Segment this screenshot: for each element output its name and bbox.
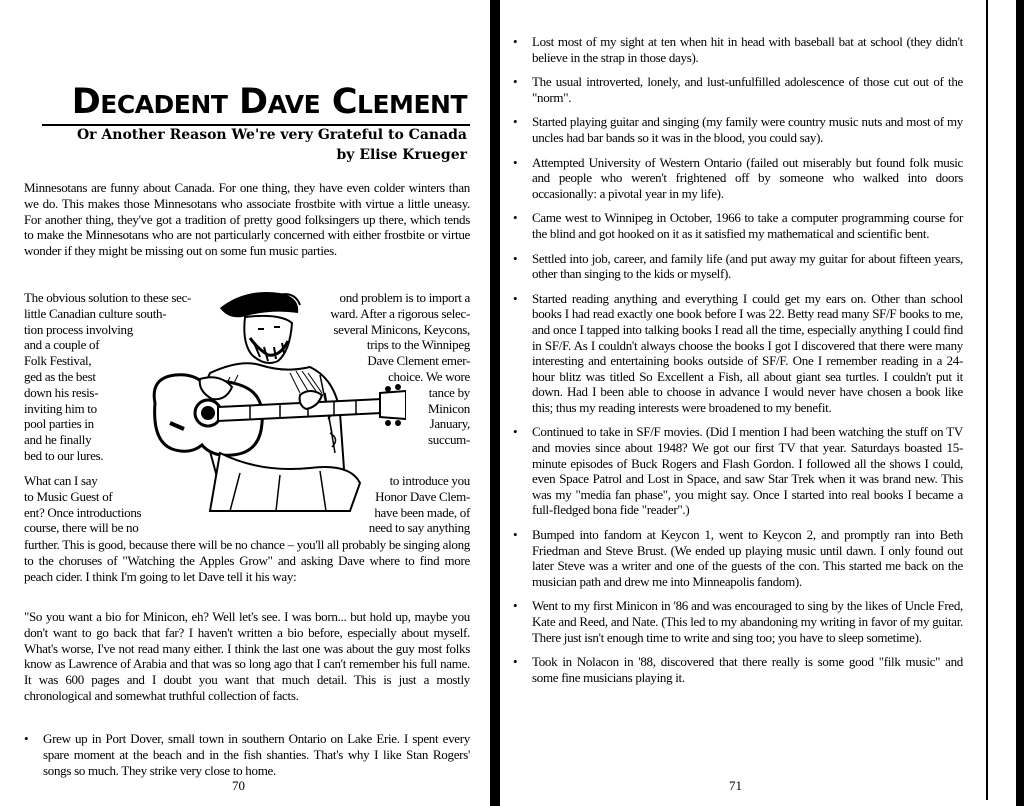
bullet-dot: • xyxy=(24,731,29,746)
bullet-dot: • xyxy=(513,250,518,266)
text-line: January, xyxy=(429,416,470,432)
text-line: Dave Clement emer- xyxy=(367,353,470,369)
text-line: Minicon xyxy=(428,400,470,416)
bullet-item xyxy=(509,598,963,645)
guitarist-illustration xyxy=(150,283,406,513)
text-line: pool parties in xyxy=(24,416,94,432)
article-title: Decadent Dave Clement xyxy=(71,82,467,122)
title-rule xyxy=(42,124,470,126)
text-line: choice. We wore xyxy=(388,368,470,384)
text-line: trips to the Winnipeg xyxy=(366,337,470,353)
bullet-text: Started reading anything and everything I could get my ears on. Other than school books I had read exactly one book before I was 22. Betty read many SF/F books to me, and once I tapped into talking books I read all the time, especially anything I could find in SF/F. As I couldn't always choose the books I got I discovered that there were many interesting and entertaining books outside of SF/F. One I remember reading in a 24-hour blitz was titled So Excellent a Fish, all about giant sea turtles. I couldn't put it down. Had I been able to choose in advance I would never have chosen a book like this; thus my reading interests were broadened to my benefit. xyxy=(532,290,963,415)
text-line: down his resis- xyxy=(24,384,99,400)
bullet-text: Took in Nolacon in '88, discovered that there really is some good "filk music" and some fine musicians playing it. xyxy=(532,654,963,685)
text-line: ward. After a rigorous selec- xyxy=(330,305,470,321)
text-line: need to say anything xyxy=(368,520,470,536)
bullet-text: Attempted University of Western Ontario (failed out miserably but found folk music and people who weren't frightened off by someone who walked into doors occasionally: a pivotal year in my life). xyxy=(532,154,963,201)
bullet-dot: • xyxy=(513,154,518,170)
text-line: The obvious solution to these sec- xyxy=(24,290,192,305)
bullet-item xyxy=(509,654,963,685)
bullet-item xyxy=(509,251,963,282)
bullet-item xyxy=(509,291,963,416)
text-line: course, there will be no xyxy=(24,520,139,536)
bullet-dot: • xyxy=(513,34,518,49)
article-subtitle: Or Another Reason We're very Grateful to Canada xyxy=(76,127,467,143)
bullet-item xyxy=(509,424,963,518)
bullet-item xyxy=(509,114,963,145)
page-number-left: 70 xyxy=(232,778,245,793)
bullet-dot: • xyxy=(513,114,518,130)
text-line: inviting him to xyxy=(24,400,97,416)
bullet-text: Started playing guitar and singing (my family were country music nuts and most of my uncles had bar bands so it was in the blood, you could say). xyxy=(532,114,963,145)
bullet-dot: • xyxy=(513,74,518,90)
text-line: ent? Once introductions xyxy=(24,504,142,520)
bullet-text: Bumped into fandom at Keycon 1, went to Keycon 2, and promptly ran into Beth Friedman and Steve Brust. (We ended up playing music until dawn. I only found out later Steve was a writer and one of the guests of the con. This started me back on the musician path and drew me into Minneapolis fandom). xyxy=(532,527,963,589)
intro-paragraph: Minnesotans are funny about Canada. For one thing, they have even colder winters than we do. This makes those Minnesotans who associate frostbite with virtue a little uneasy. For another thing, they've got a tradition of pretty good folksingers up there, which tends to make the Minnesotans who are not particularly concerned with either frostbite or virtue wonder if they might be missing out on some fun music parties. xyxy=(24,180,470,259)
bullet-text: Settled into job, career, and family life (and put away my guitar for about fifteen years, other than singing to the kids or myself). xyxy=(532,250,963,282)
article-byline: by Elise Krueger xyxy=(336,147,467,163)
bullet-dot: • xyxy=(513,654,518,670)
text-line: succum- xyxy=(428,432,470,448)
text-line: ged as the best xyxy=(24,368,96,384)
text-line: Folk Festival, xyxy=(24,353,92,369)
bullet-dot: • xyxy=(513,290,518,306)
bullet-text: Grew up in Port Dover, small town in southern Ontario on Lake Erie. I spent every spare moment at the beach and in the fish shanties. That's why I like Stan Rogers' songs so much. They strike very close to home. xyxy=(43,731,470,778)
paragraph-3: further. This is good, because there will be no chance – you'll all probably be singing along to the choruses of "Watching the Apples Grow" and asking Dave where to find more peach cider. I think I'm going to let Dave tell it his way: xyxy=(24,537,470,584)
scan-edge-marks xyxy=(986,0,990,806)
page-number-right: 71 xyxy=(729,778,742,793)
bullet-dot: • xyxy=(513,210,518,226)
bullet-text: Went to my first Minicon in '86 and was encouraged to sing by the likes of Uncle Fred, Kate and Reed, and Nate. (This led to my abandoning my writing in favor of my guitar. There just isn't enough time to write and sing too; you have to sleep sometime). xyxy=(532,598,963,645)
text-line: and a couple of xyxy=(24,337,100,353)
bullet-dot: • xyxy=(513,598,518,614)
dave-intro-paragraph: "So you want a bio for Minicon, eh? Well let's see. I was born... but hold up, maybe you don't want to go back that far? I haven't written a bio before, especially about myself. What's worse, I've not read many either. I think the last one was about the guy most folks know as Lawrence of Arabia and that was so long ago that I can't remember his full name. It was 600 pages and I doubt you want that much detail. This is just a mostly chronological and somewhat truthful collection of facts. xyxy=(24,609,470,703)
bullet-dot: • xyxy=(513,527,518,543)
text-line: and he finally xyxy=(24,432,92,448)
book-gutter xyxy=(490,0,500,806)
text-line: to Music Guest of xyxy=(24,488,113,504)
bio-bullet-list xyxy=(509,34,963,694)
bullet-text: Lost most of my sight at ten when hit in head with baseball bat at school (they didn't believe in the strap in those days). xyxy=(532,34,963,65)
text-line: to introduce you xyxy=(389,473,470,488)
text-line: ond problem is to import a xyxy=(339,290,470,305)
bullet-text: Came west to Winnipeg in October, 1966 to take a computer programming course for the blind and got hooked on it as it satisfied my mathematical and scientific bent. xyxy=(532,210,963,241)
text-line: tion process involving xyxy=(24,321,133,337)
bullet-item xyxy=(509,210,963,241)
bullet-item xyxy=(509,155,963,202)
text-line: tance by xyxy=(428,384,470,400)
text-line: bed to our lures. xyxy=(24,447,104,463)
bullet-text: The usual introverted, lonely, and lust-unfulfilled adolescence of those cut out of the "norm". xyxy=(532,74,963,105)
bullet-item xyxy=(509,74,963,105)
bullet-item xyxy=(509,527,963,589)
bullet-item xyxy=(24,731,470,778)
text-line: several Minicons, Keycons, xyxy=(333,321,470,337)
bullet-dot: • xyxy=(513,424,518,440)
text-line: What can I say xyxy=(24,473,98,488)
text-line: Honor Dave Clem- xyxy=(375,488,470,504)
bullet-item xyxy=(509,34,963,65)
text-line: little Canadian culture south- xyxy=(24,305,167,321)
bullet-text: Continued to take in SF/F movies. (Did I mention I had been watching the stuff on TV and movies since about 1948? We got our first TV that year. Saturdays boasted 15-minute episodes of Buck Rogers and Flash Gordon. I followed all the shows I could, even Space Patrol and Lost in Space, and saw Star Trek when it was brand new. This was my "media fan phase", you might say. Once I started into real books I became a full-fledged bona fide "reader".) xyxy=(532,424,963,518)
text-line: have been made, of xyxy=(374,504,470,520)
